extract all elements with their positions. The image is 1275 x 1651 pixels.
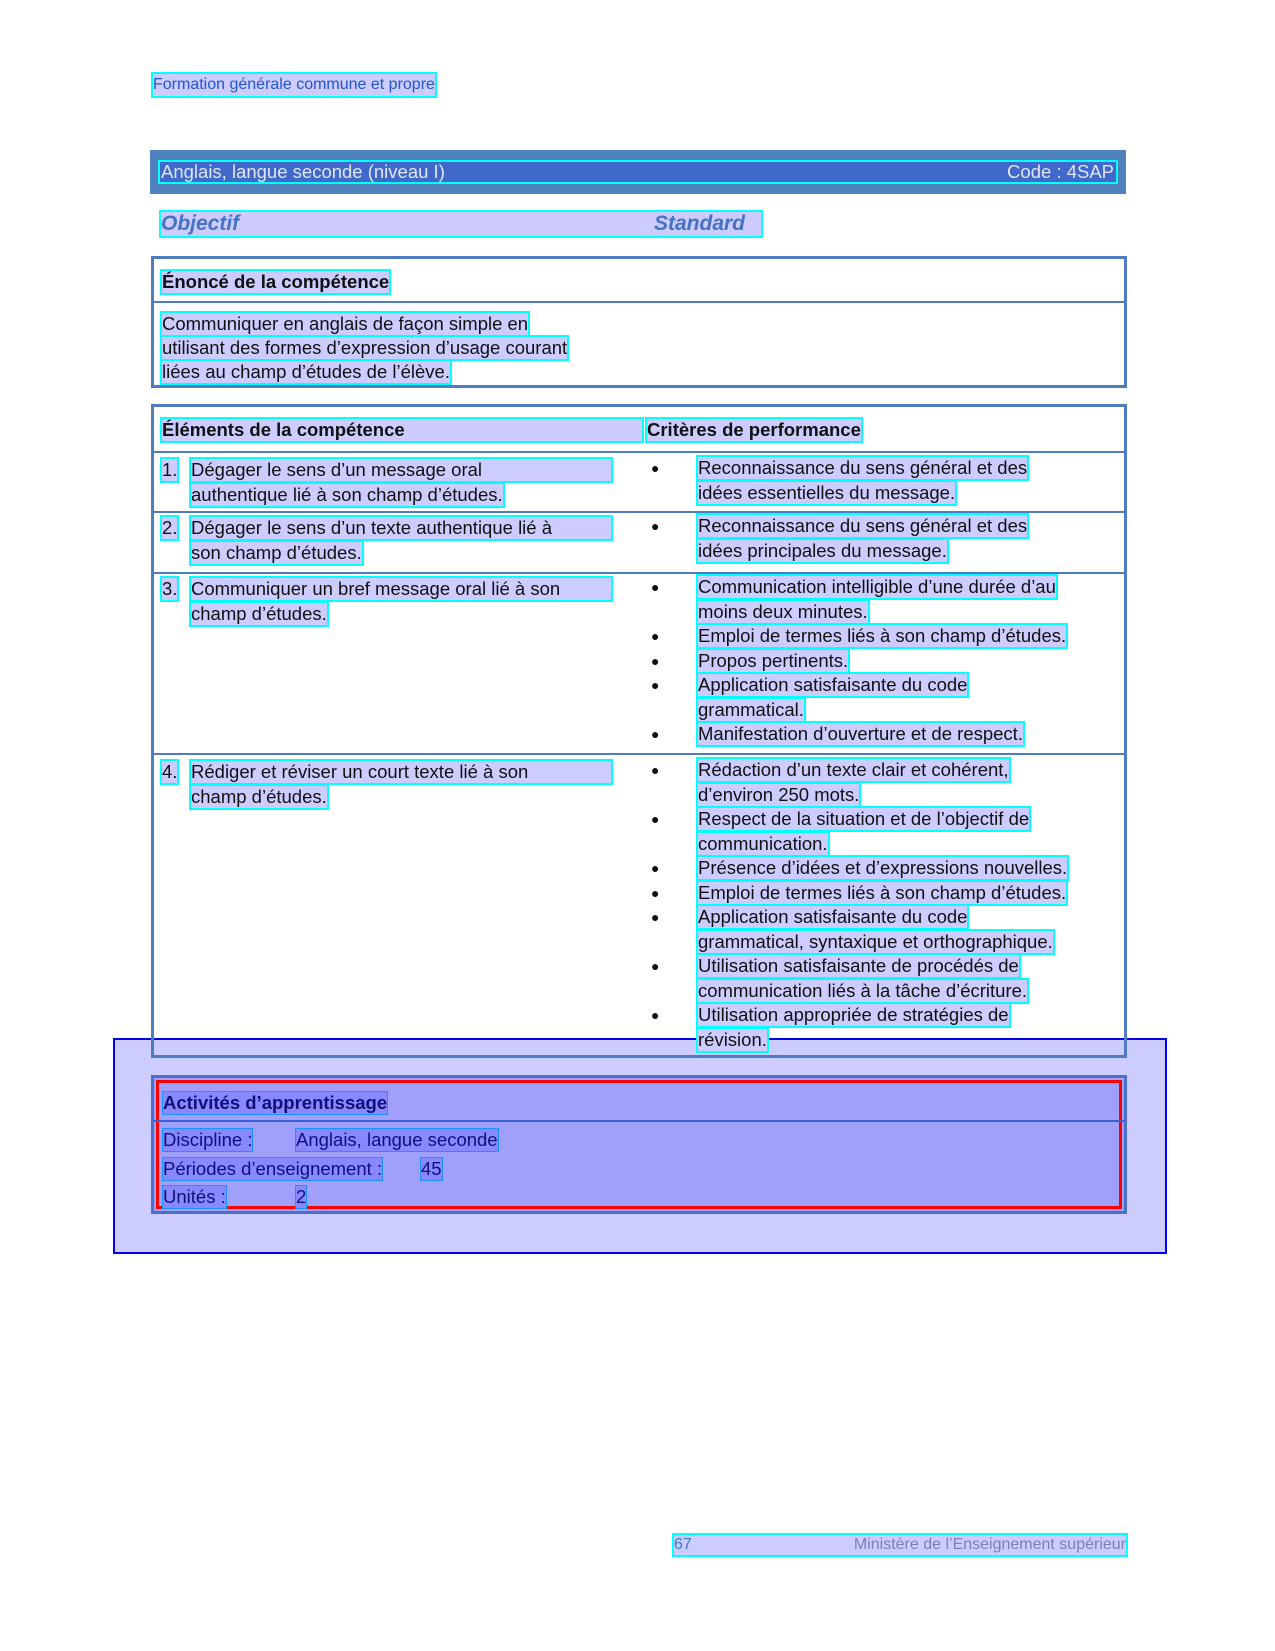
- elements-heading: Éléments de la compétence: [162, 419, 642, 441]
- running-header: Formation générale commune et propre: [153, 74, 435, 96]
- divider: [154, 301, 1124, 303]
- element-number: 4.: [162, 761, 178, 782]
- element-text: champ d’études.: [191, 602, 327, 624]
- criterion-text: Présence d’idées et d’expressions nouvelles.: [698, 857, 1068, 878]
- bullet-icon: ●: [651, 762, 660, 778]
- criterion-text: Utilisation satisfaisante de procédés de: [698, 955, 1019, 976]
- bullet-icon: ●: [651, 958, 660, 974]
- element-text: authentique lié à son champ d’études.: [191, 483, 503, 505]
- activites-heading: Activités d’apprentissage: [163, 1092, 388, 1113]
- criterion-text: Utilisation appropriée de stratégies de: [698, 1004, 1009, 1025]
- element-text: champ d’études.: [191, 785, 327, 807]
- criterion-text: Reconnaissance du sens général et des: [698, 515, 1028, 536]
- enonce-box: [151, 256, 1127, 388]
- row-divider: [154, 451, 1124, 453]
- criterion-text: idées principales du message.: [698, 539, 947, 561]
- element-text: Dégager le sens d’un message oral: [191, 459, 611, 481]
- bullet-icon: ●: [651, 860, 660, 876]
- criterion-text: révision.: [698, 1028, 767, 1050]
- page-number: 67: [674, 1536, 692, 1553]
- criterion-text: Manifestation d’ouverture et de respect.: [698, 723, 1023, 744]
- element-text: son champ d’études.: [191, 541, 362, 563]
- bullet-icon: ●: [651, 726, 660, 742]
- page-footer: [674, 1535, 1126, 1555]
- criterion-text: idées essentielles du message.: [698, 481, 956, 503]
- course-title-bar: [150, 150, 1126, 194]
- course-code: Code : 4SAP: [1007, 161, 1114, 182]
- periodes-value: 45: [421, 1158, 442, 1179]
- activites-box: [151, 1075, 1127, 1214]
- standard-label: Standard: [654, 212, 746, 235]
- criterion-text: Communication intelligible d’une durée d’au: [698, 576, 1056, 597]
- criterion-text: grammatical, syntaxique et orthographique.: [698, 930, 1053, 952]
- element-text: Dégager le sens d’un texte authentique lié à: [191, 517, 611, 539]
- elements-box: [151, 404, 1127, 1058]
- criterion-text: Emploi de termes liés à son champ d’études.: [698, 625, 1067, 646]
- bullet-icon: ●: [651, 884, 660, 901]
- bullet-icon: ●: [651, 1007, 660, 1023]
- element-number: 3.: [162, 578, 178, 599]
- criterion-text: Emploi de termes liés à son champ d’études.: [698, 881, 1067, 903]
- bullet-icon: ●: [651, 652, 660, 669]
- bullet-icon: ●: [651, 518, 660, 534]
- criterion-text: Rédaction d’un texte clair et cohérent,: [698, 759, 1009, 780]
- element-text: Communiquer un bref message oral lié à son: [191, 578, 611, 600]
- enonce-line: Communiquer en anglais de façon simple en: [162, 313, 529, 334]
- element-text: Rédiger et réviser un court texte lié à son: [191, 761, 611, 783]
- enonce-heading: Énoncé de la compétence: [162, 271, 390, 292]
- row-divider: [154, 511, 1124, 513]
- criterion-text: Propos pertinents.: [698, 649, 849, 671]
- criterion-text: communication liés à la tâche d’écriture.: [698, 979, 1028, 1001]
- criteria-heading: Critères de performance: [647, 419, 861, 440]
- criterion-text: Respect de la situation et de l’objectif de: [698, 808, 1030, 829]
- row-divider: [154, 572, 1124, 574]
- objectif-label: Objectif: [161, 212, 240, 235]
- unites-label: Unités :: [163, 1186, 226, 1207]
- unites-value: 2: [296, 1186, 307, 1207]
- ministry-name: Ministère de l’Enseignement supérieur: [853, 1536, 1126, 1553]
- element-number: 1.: [162, 459, 178, 480]
- discipline-value: Anglais, langue seconde: [296, 1129, 498, 1150]
- element-number: 2.: [162, 517, 178, 538]
- enonce-line: liées au champ d’études de l’élève.: [162, 361, 450, 382]
- course-title: Anglais, langue seconde (niveau I): [161, 161, 445, 182]
- criterion-text: grammatical.: [698, 698, 804, 720]
- bullet-icon: ●: [651, 579, 660, 595]
- row-divider: [154, 753, 1124, 755]
- criterion-text: Application satisfaisante du code: [698, 906, 968, 927]
- criterion-text: Application satisfaisante du code: [698, 674, 968, 695]
- objectif-standard-row: [161, 212, 761, 236]
- bullet-icon: ●: [651, 909, 660, 925]
- divider: [154, 1120, 1124, 1122]
- discipline-label: Discipline :: [163, 1129, 253, 1150]
- criterion-text: d’environ 250 mots.: [698, 783, 860, 805]
- bullet-icon: ●: [651, 677, 660, 693]
- periodes-label: Périodes d’enseignement :: [163, 1158, 383, 1179]
- bullet-icon: ●: [651, 811, 660, 827]
- criterion-text: moins deux minutes.: [698, 600, 868, 622]
- bullet-icon: ●: [651, 628, 660, 644]
- bullet-icon: ●: [651, 460, 660, 476]
- enonce-line: utilisant des formes d’expression d’usage courant: [162, 337, 568, 358]
- criterion-text: Reconnaissance du sens général et des: [698, 457, 1028, 478]
- criterion-text: communication.: [698, 832, 828, 854]
